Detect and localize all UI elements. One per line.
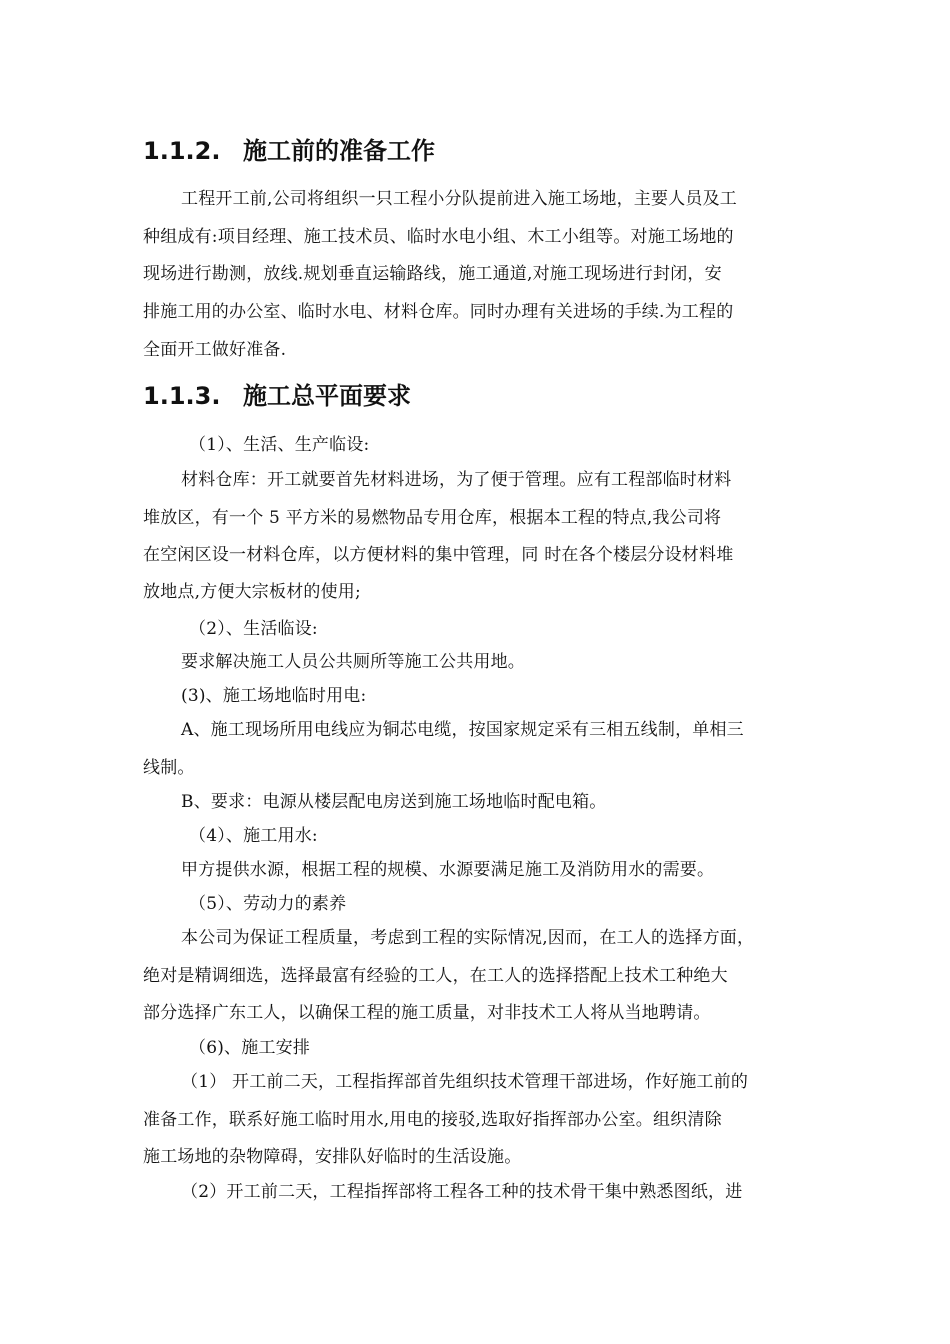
paragraph-line: 放地点,方便大宗板材的使用; (143, 582, 361, 602)
paragraph-line: 准备工作，联系好施工临时用水,用电的接驳,选取好指挥部办公室。组织清除 (143, 1110, 722, 1130)
section-title: 施工总平面要求 (243, 382, 411, 410)
paragraph-line: 堆放区，有一个 5 平方米的易燃物品专用仓库，根据本工程的特点,我公司将 (143, 508, 722, 528)
paragraph-line: A、施工现场所用电线应为铜芯电缆，按国家规定采有三相五线制，单相三 (181, 720, 744, 740)
paragraph-line: 要求解决施工人员公共厕所等施工公共用地。 (181, 652, 525, 672)
paragraph-line: （1） 开工前二天，工程指挥部首先组织技术管理干部进场，作好施工前的 (181, 1072, 749, 1092)
subsection-label: （5）、劳动力的素养 (189, 894, 347, 914)
paragraph-line: 线制。 (143, 758, 195, 778)
section-heading (143, 381, 411, 411)
paragraph-line: 甲方提供水源，根据工程的规模、水源要满足施工及消防用水的需要。 (181, 860, 715, 880)
paragraph-line: 种组成有:项目经理、施工技术员、临时水电小组、木工小组等。对施工场地的 (143, 227, 734, 247)
paragraph-line: （2）开工前二天，工程指挥部将工程各工种的技术骨干集中熟悉图纸，进 (181, 1182, 743, 1202)
paragraph-line: 排施工用的办公室、临时水电、材料仓库。同时办理有关进场的手续.为工程的 (143, 302, 734, 322)
section-number: 1.1.3. (143, 382, 221, 410)
subsection-label: （4）、施工用水: (189, 826, 318, 846)
subsection-label: (3)、施工场地临时用电: (181, 686, 367, 706)
paragraph-line: 现场进行勘测，放线.规划垂直运输路线，施工通道,对施工现场进行封闭，安 (143, 264, 722, 284)
paragraph-line: 工程开工前,公司将组织一只工程小分队提前进入施工场地，主要人员及工 (181, 189, 738, 209)
paragraph-line: 材料仓库：开工就要首先材料进场，为了便于管理。应有工程部临时材料 (181, 470, 732, 490)
paragraph-line: 绝对是精调细选，选择最富有经验的工人，在工人的选择搭配上技术工种绝大 (143, 966, 728, 986)
section-title: 施工前的准备工作 (243, 137, 435, 165)
section-number: 1.1.2. (143, 137, 221, 165)
paragraph-line: B、要求：电源从楼层配电房送到施工场地临时配电箱。 (181, 792, 607, 812)
paragraph-line: 部分选择广东工人，以确保工程的施工质量，对非技术工人将从当地聘请。 (143, 1003, 711, 1023)
paragraph-line: 全面开工做好准备. (143, 340, 287, 360)
subsection-label: （1）、生活、生产临设: (189, 435, 370, 455)
paragraph-line: 本公司为保证工程质量，考虑到工程的实际情况,因而，在工人的选择方面， (181, 928, 755, 948)
paragraph-line: 施工场地的杂物障碍，安排队好临时的生活设施。 (143, 1147, 522, 1167)
subsection-label: （2）、生活临设: (189, 619, 318, 639)
subsection-label: （6)、施工安排 (189, 1038, 311, 1058)
paragraph-line: 在空闲区设一材料仓库，以方便材料的集中管理，同 时在各个楼层分设材料堆 (143, 545, 734, 565)
section-heading (143, 136, 435, 166)
